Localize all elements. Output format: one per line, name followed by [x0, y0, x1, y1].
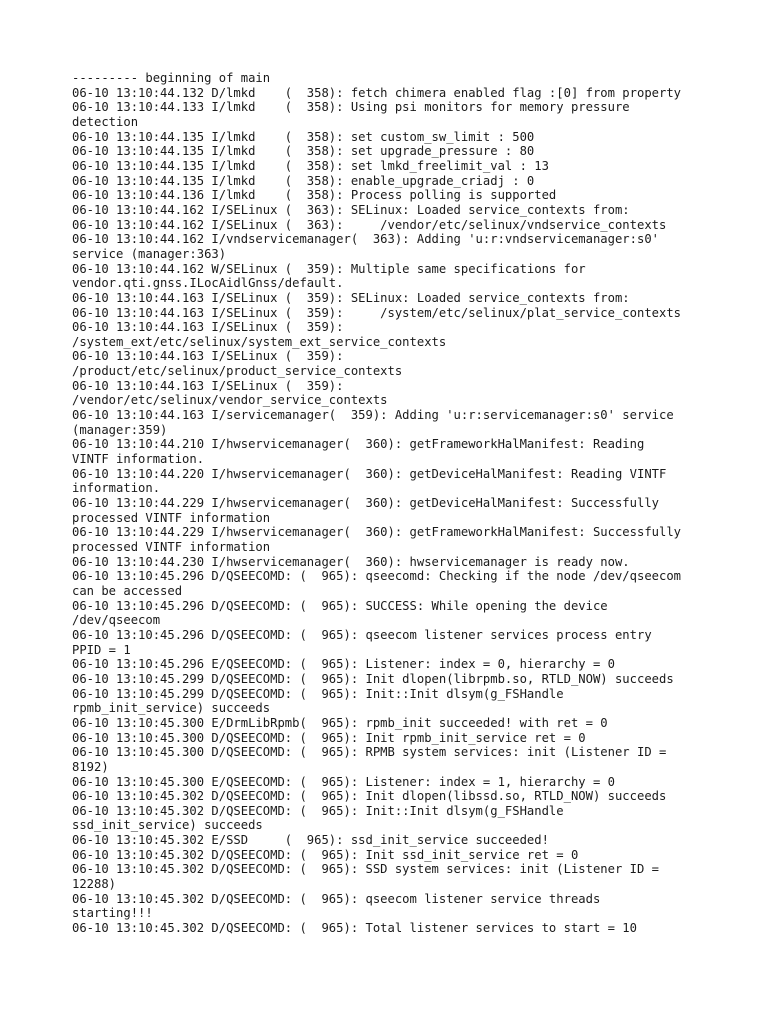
log-line: 06-10 13:10:44.163 I/SELinux ( 359): /system/etc/selinux/plat_service_contexts: [72, 305, 682, 320]
log-line: 06-10 13:10:45.299 D/QSEECOMD: ( 965): Init::Init dlsym(g_FSHandle: [72, 686, 564, 701]
log-line: processed VINTF information: [72, 540, 271, 554]
log-line: 06-10 13:10:44.210 I/hwservicemanager( 360): getFrameworkHalManifest: Reading: [72, 437, 645, 452]
log-line: 06-10 13:10:45.302 D/QSEECOMD: ( 965): Init::Init dlsym(g_FSHandle: [72, 803, 564, 818]
log-line: can be accessed: [72, 583, 183, 598]
log-line: 06-10 13:10:45.296 D/QSEECOMD: ( 965): qseecom listener services process entry: [72, 627, 652, 642]
log-line: 06-10 13:10:45.300 E/DrmLibRpmb( 965): rpmb_init succeeded! with ret = 0: [72, 715, 608, 730]
log-line: 06-10 13:10:44.163 I/SELinux ( 359):: [72, 320, 344, 335]
log-line: 06-10 13:10:44.229 I/hwservicemanager( 360): getFrameworkHalManifest: Successfully: [72, 525, 682, 540]
log-line: 06-10 13:10:45.300 E/QSEECOMD: ( 965): Listener: index = 1, hierarchy = 0: [72, 774, 615, 789]
log-line: 06-10 13:10:44.163 I/SELinux ( 359):: [72, 378, 344, 393]
log-line: 06-10 13:10:45.302 D/QSEECOMD: ( 965): Init dlopen(libssd.so, RTLD_NOW) succeeds: [72, 789, 667, 804]
log-line: 06-10 13:10:44.163 I/servicemanager( 359): Adding 'u:r:servicemanager:s0' service: [72, 408, 674, 423]
log-line: 06-10 13:10:44.162 I/SELinux ( 363): SELinux: Loaded service_contexts from:: [72, 202, 630, 217]
log-line: 06-10 13:10:45.302 D/QSEECOMD: ( 965): Init ssd_init_service ret = 0: [72, 847, 579, 862]
log-line: 06-10 13:10:45.302 E/SSD ( 965): ssd_init_service succeeded!: [72, 833, 549, 848]
log-line: 06-10 13:10:44.132 D/lmkd ( 358): fetch chimera enabled flag :[0] from property: [72, 85, 682, 100]
log-line: vendor.qti.gnss.ILocAidlGnss/default.: [72, 276, 344, 291]
log-line: ssd_init_service) succeeds: [72, 818, 263, 833]
log-line: 06-10 13:10:44.163 I/SELinux ( 359): SELinux: Loaded service_contexts from:: [72, 290, 630, 305]
log-line: 06-10 13:10:44.220 I/hwservicemanager( 360): getDeviceHalManifest: Reading VINTF: [72, 466, 667, 481]
log-line: 06-10 13:10:44.136 I/lmkd ( 358): Process polling is supported: [72, 188, 557, 203]
log-line: --------- beginning of main: [72, 71, 271, 85]
log-line: information.: [72, 481, 161, 496]
log-line: 06-10 13:10:45.302 D/QSEECOMD: ( 965): Total listener services to start = 10: [72, 921, 637, 936]
log-line: starting!!!: [72, 906, 153, 921]
log-line: 06-10 13:10:44.135 I/lmkd ( 358): enable_upgrade_criadj : 0: [72, 173, 535, 188]
log-line: VINTF information.: [72, 452, 205, 467]
log-line: 06-10 13:10:45.300 D/QSEECOMD: ( 965): Init rpmb_init_service ret = 0: [72, 730, 586, 745]
log-line: 06-10 13:10:44.229 I/hwservicemanager( 360): getDeviceHalManifest: Successfully: [72, 496, 659, 511]
log-line: /system_ext/etc/selinux/system_ext_service_contexts: [72, 334, 447, 349]
log-line: 06-10 13:10:44.133 I/lmkd ( 358): Using psi monitors for memory pressure: [72, 100, 630, 115]
log-line: rpmb_init_service) succeeds: [72, 701, 271, 716]
log-line: 06-10 13:10:45.296 D/QSEECOMD: ( 965): qseecomd: Checking if the node /dev/qseecom: [72, 569, 682, 584]
log-line: 06-10 13:10:44.163 I/SELinux ( 359):: [72, 349, 344, 364]
log-line: service (manager:363): [72, 246, 227, 261]
log-line: PPID = 1: [72, 642, 131, 657]
log-line: detection: [72, 114, 139, 129]
log-text-block: [72, 71, 712, 936]
log-line: 06-10 13:10:45.299 D/QSEECOMD: ( 965): Init dlopen(librpmb.so, RTLD_NOW) succeeds: [72, 671, 674, 686]
log-line: (manager:359): [72, 422, 168, 437]
log-line: 06-10 13:10:45.300 D/QSEECOMD: ( 965): RPMB system services: init (Listener ID =: [72, 745, 667, 760]
log-line: 8192): [72, 759, 109, 774]
log-line: /dev/qseecom: [72, 613, 161, 628]
log-line: processed VINTF information: [72, 510, 271, 525]
log-line: 06-10 13:10:44.162 W/SELinux ( 359): Multiple same specifications for: [72, 261, 586, 276]
log-line: 06-10 13:10:44.162 I/vndservicemanager( 363): Adding 'u:r:vndservicemanager:s0': [72, 232, 659, 247]
log-line: 06-10 13:10:44.135 I/lmkd ( 358): set upgrade_pressure : 80: [72, 144, 535, 159]
log-line: 06-10 13:10:45.302 D/QSEECOMD: ( 965): qseecom listener service threads: [72, 891, 601, 906]
log-line: 06-10 13:10:44.230 I/hwservicemanager( 360): hwservicemanager is ready now.: [72, 554, 630, 569]
log-line: 06-10 13:10:45.302 D/QSEECOMD: ( 965): SSD system services: init (Listener ID =: [72, 862, 659, 877]
log-line: 06-10 13:10:44.135 I/lmkd ( 358): set custom_sw_limit : 500: [72, 129, 535, 144]
log-line: 06-10 13:10:45.296 E/QSEECOMD: ( 965): Listener: index = 0, hierarchy = 0: [72, 657, 615, 672]
log-line: /vendor/etc/selinux/vendor_service_contexts: [72, 393, 388, 408]
log-line: /product/etc/selinux/product_service_contexts: [72, 364, 403, 379]
log-line: 06-10 13:10:44.162 I/SELinux ( 363): /vendor/etc/selinux/vndservice_contexts: [72, 217, 667, 232]
log-line: 06-10 13:10:45.296 D/QSEECOMD: ( 965): SUCCESS: While opening the device: [72, 598, 608, 613]
log-line: 06-10 13:10:44.135 I/lmkd ( 358): set lmkd_freelimit_val : 13: [72, 158, 549, 173]
log-line: 12288): [72, 877, 117, 892]
